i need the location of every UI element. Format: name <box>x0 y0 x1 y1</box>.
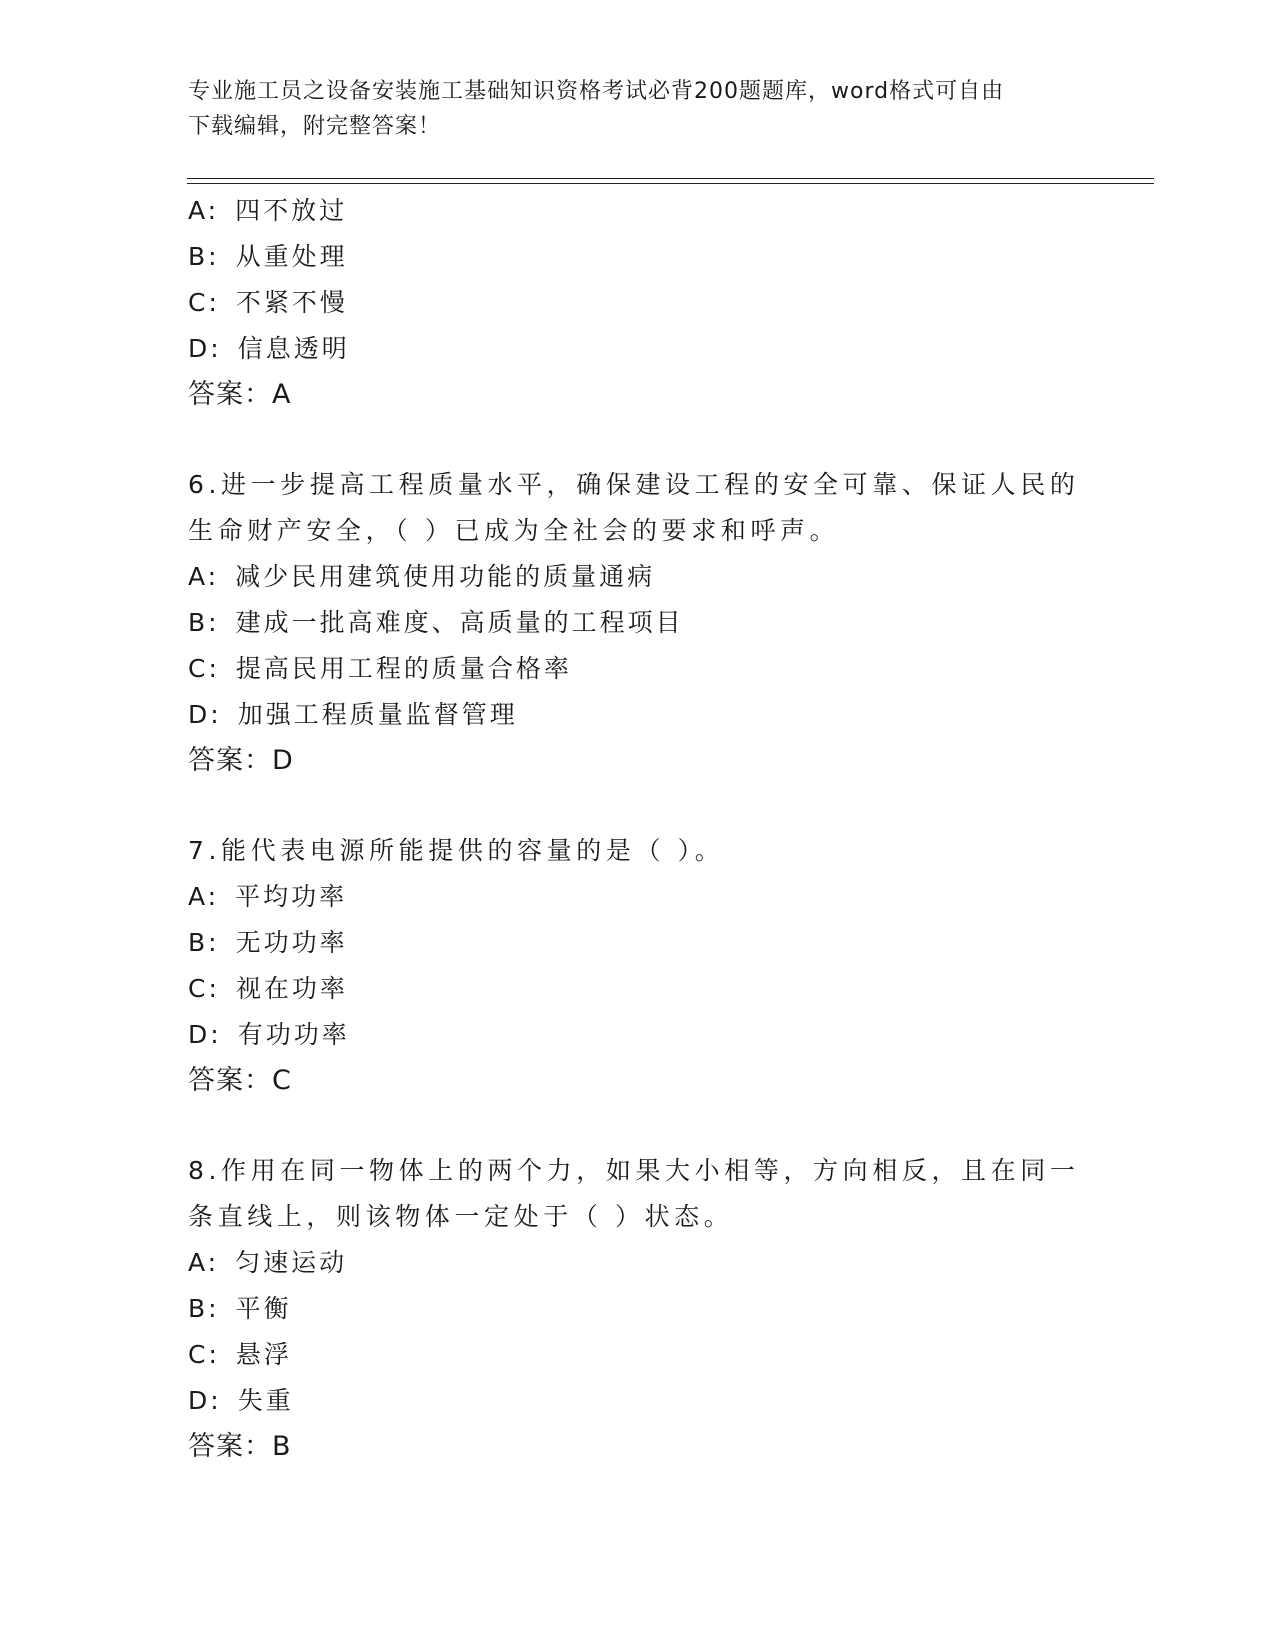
option-b <box>188 234 1088 280</box>
option-text: 减少民用建筑使用功能的质量通病 <box>235 562 656 591</box>
option-key: B: <box>188 928 220 957</box>
option-a <box>188 554 1088 600</box>
answer-line: 答案：C <box>188 1065 292 1096</box>
option-text: 失重 <box>237 1386 294 1415</box>
spacer <box>188 1104 1088 1148</box>
header-line-2: 下载编辑，附完整答案！ <box>188 114 442 139</box>
option-key: A: <box>188 196 220 225</box>
option-text: 平衡 <box>235 1294 292 1323</box>
option-text: 视在功率 <box>235 974 348 1003</box>
option-key: C: <box>188 654 220 683</box>
option-text: 提高民用工程的质量合格率 <box>235 654 572 683</box>
question-block-8 <box>188 1148 1088 1470</box>
question-block-7 <box>188 828 1088 1104</box>
option-key: B: <box>188 608 220 637</box>
question-stem-line: 6.进一步提高工程质量水平，确保建设工程的安全可靠、保证人民的 <box>188 470 1080 499</box>
option-key: D: <box>188 334 222 363</box>
question-stem-line: 7.能代表电源所能提供的容量的是（ ）。 <box>188 836 725 865</box>
option-key: C: <box>188 974 220 1003</box>
option-key: B: <box>188 1294 220 1323</box>
option-c <box>188 646 1088 692</box>
option-a <box>188 1240 1088 1286</box>
option-text: 匀速运动 <box>235 1248 348 1277</box>
option-key: A: <box>188 1248 220 1277</box>
option-key: A: <box>188 882 220 911</box>
question-stem-line: 生命财产安全，（ ）已成为全社会的要求和呼声。 <box>188 516 840 545</box>
option-text: 信息透明 <box>237 334 350 363</box>
question-block-5 <box>188 188 1088 418</box>
option-text: 平均功率 <box>235 882 348 911</box>
option-text: 无功功率 <box>235 928 348 957</box>
document-header <box>188 74 1068 144</box>
option-text: 从重处理 <box>235 242 348 271</box>
header-divider-top <box>187 178 1154 179</box>
answer-line: 答案：A <box>188 379 292 410</box>
option-d <box>188 326 1088 372</box>
option-c <box>188 966 1088 1012</box>
option-text: 悬浮 <box>235 1340 292 1369</box>
option-text: 四不放过 <box>235 196 348 225</box>
option-c <box>188 280 1088 326</box>
question-stem <box>188 1148 1088 1240</box>
header-line-1: 专业施工员之设备安装施工基础知识资格考试必背200题题库，word格式可自由 <box>188 79 1005 104</box>
question-stem <box>188 462 1088 554</box>
option-key: D: <box>188 700 222 729</box>
option-b <box>188 600 1088 646</box>
option-text: 不紧不慢 <box>235 288 348 317</box>
option-c <box>188 1332 1088 1378</box>
question-stem <box>188 828 1088 874</box>
option-text: 建成一批高难度、高质量的工程项目 <box>235 608 684 637</box>
question-block-6 <box>188 462 1088 784</box>
option-key: D: <box>188 1386 222 1415</box>
option-b <box>188 920 1088 966</box>
header-divider-bottom <box>187 183 1154 184</box>
option-a <box>188 188 1088 234</box>
option-key: A: <box>188 562 220 591</box>
option-d <box>188 1012 1088 1058</box>
option-text: 加强工程质量监督管理 <box>237 700 518 729</box>
option-key: B: <box>188 242 220 271</box>
spacer <box>188 418 1088 462</box>
option-d <box>188 1378 1088 1424</box>
option-d <box>188 692 1088 738</box>
option-key: C: <box>188 1340 220 1369</box>
answer-line: 答案：D <box>188 745 294 776</box>
answer-line: 答案：B <box>188 1431 292 1462</box>
question-stem-line: 条直线上，则该物体一定处于（ ）状态。 <box>188 1202 734 1231</box>
option-a <box>188 874 1088 920</box>
spacer <box>188 784 1088 828</box>
question-list <box>188 188 1088 1470</box>
option-key: C: <box>188 288 220 317</box>
option-b <box>188 1286 1088 1332</box>
option-text: 有功功率 <box>237 1020 350 1049</box>
question-stem-line: 8.作用在同一物体上的两个力，如果大小相等，方向相反，且在同一 <box>188 1156 1080 1185</box>
option-key: D: <box>188 1020 222 1049</box>
